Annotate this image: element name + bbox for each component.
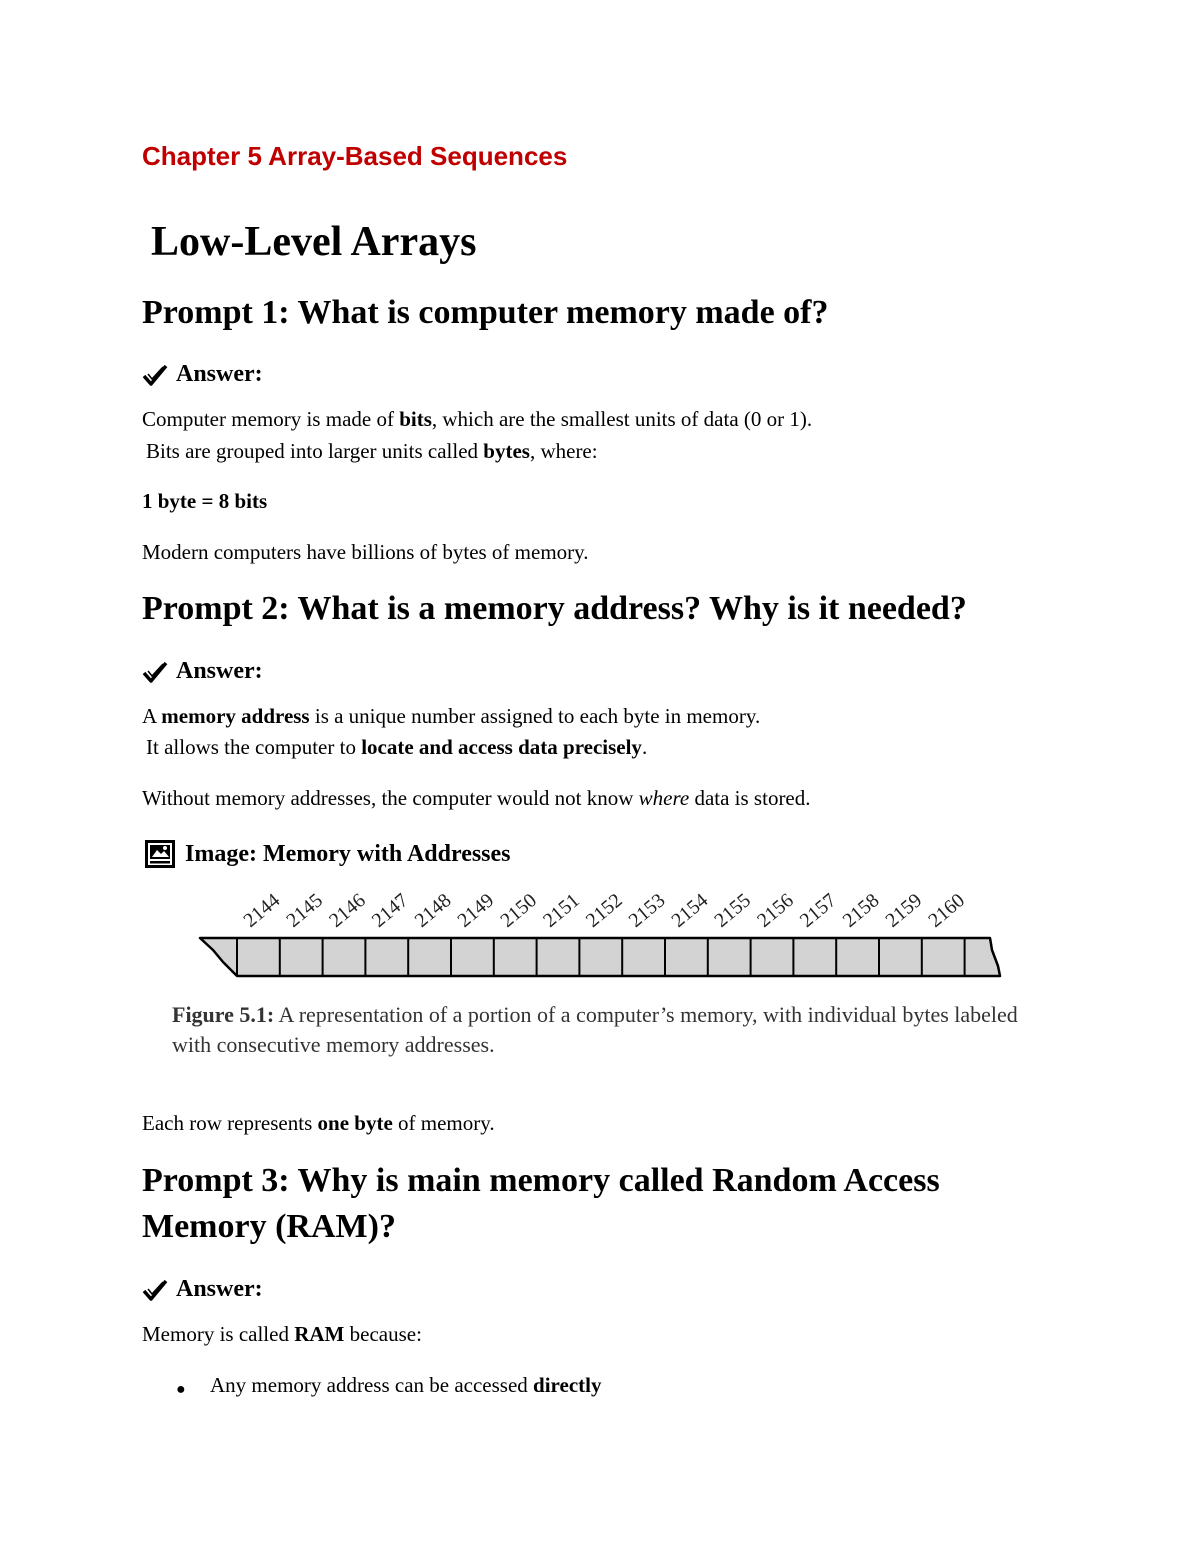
- text-run: is a unique number assigned to each byte in memory.: [309, 704, 761, 728]
- text-run: , where:: [529, 439, 598, 463]
- memory-address-label: 2157: [795, 889, 841, 932]
- memory-address-label: 2153: [624, 889, 670, 932]
- prompt-2-line-1: [142, 704, 760, 729]
- bullet-item: [210, 1373, 601, 1398]
- byte-formula: 1 byte = 8 bits: [142, 489, 268, 513]
- memory-address-label: 2152: [581, 889, 627, 932]
- bold-term-one-byte: one byte: [317, 1111, 393, 1135]
- memory-address-label: 2158: [838, 889, 884, 932]
- memory-address-label: 2146: [325, 889, 370, 932]
- text-run: Without memory addresses, the computer would not know: [142, 786, 639, 810]
- memory-address-label: 2144: [239, 889, 285, 932]
- prompt-3-answer-label: [142, 1276, 263, 1303]
- memory-address-label: 2156: [753, 889, 798, 932]
- text-run: .: [641, 735, 648, 759]
- prompt-3-line-1: [142, 1322, 422, 1347]
- figure-caption: [172, 1000, 1052, 1060]
- text-run: , which are the smallest units of data (0 or 1).: [431, 407, 813, 431]
- memory-address-label: 2159: [881, 889, 927, 932]
- prompt-1-line-2: [146, 439, 598, 464]
- memory-address-label: 2160: [924, 889, 970, 932]
- row-note: [142, 1111, 495, 1136]
- bold-term-locate-access: locate and access data precisely: [361, 735, 642, 759]
- answer-label-text: Answer:: [176, 658, 263, 684]
- bold-term-bytes: bytes: [483, 439, 530, 463]
- text-run: A: [142, 704, 162, 728]
- text-run: Computer memory is made of: [142, 407, 400, 431]
- text-run: data is stored.: [689, 786, 811, 810]
- memory-address-label: 2148: [410, 889, 456, 932]
- text-run: Any memory address can be accessed: [210, 1373, 534, 1397]
- prompt-2-line-2: [146, 735, 647, 760]
- memory-figure: [195, 880, 1010, 985]
- picture-icon: [145, 840, 175, 868]
- text-run: It allows the computer to: [146, 735, 362, 759]
- prompt-3-question: Prompt 3: Why is main memory called Random Access Memory (RAM)?: [142, 1162, 940, 1245]
- text-run: Memory is called: [142, 1322, 295, 1346]
- text-run: Bits are grouped into larger units called: [146, 439, 484, 463]
- bold-term-memory-address: memory address: [161, 704, 310, 728]
- text-run: Each row represents: [142, 1111, 318, 1135]
- image-heading-text: Image: Memory with Addresses: [185, 840, 511, 867]
- memory-address-label: 2155: [710, 889, 756, 932]
- prompt-1-line-1: [142, 407, 812, 432]
- bold-term-directly: directly: [533, 1373, 602, 1397]
- memory-address-label: 2149: [453, 889, 499, 932]
- prompt-2-answer-label: [142, 658, 263, 685]
- answer-label-text: Answer:: [176, 361, 263, 387]
- section-title: Low-Level Arrays: [151, 219, 477, 265]
- check-mark-icon: [142, 363, 168, 387]
- prompt-1-question: Prompt 1: What is computer memory made of?: [142, 294, 829, 331]
- caption-label: Figure 5.1:: [172, 1002, 275, 1027]
- memory-address-label: 2145: [282, 889, 328, 932]
- prompt-1-line-3: Modern computers have billions of bytes of memory.: [142, 540, 589, 564]
- prompt-2-line-3: [142, 786, 811, 811]
- check-mark-icon: [142, 660, 168, 684]
- bold-term-bits: bits: [399, 407, 432, 431]
- memory-address-label: 2147: [367, 889, 413, 932]
- italic-term-where: where: [638, 786, 690, 810]
- caption-text: A representation of a portion of a computer’s memory, with individual bytes labeled with consecutive memory addresses.: [172, 1002, 1018, 1057]
- text-run: of memory.: [392, 1111, 495, 1135]
- prompt-2-question: Prompt 2: What is a memory address? Why is it needed?: [142, 590, 967, 627]
- bold-term-ram: RAM: [294, 1322, 345, 1346]
- chapter-title: Chapter 5 Array-Based Sequences: [142, 141, 568, 171]
- memory-address-label: 2154: [667, 889, 713, 932]
- answer-label-text: Answer:: [176, 1276, 263, 1302]
- check-mark-icon: [142, 1278, 168, 1302]
- bullet-icon: ●: [176, 1381, 186, 1398]
- image-heading: [145, 840, 511, 868]
- memory-address-label: 2151: [539, 889, 584, 932]
- text-run: because:: [344, 1322, 422, 1346]
- memory-address-label: 2150: [496, 889, 542, 932]
- prompt-1-answer-label: [142, 361, 263, 388]
